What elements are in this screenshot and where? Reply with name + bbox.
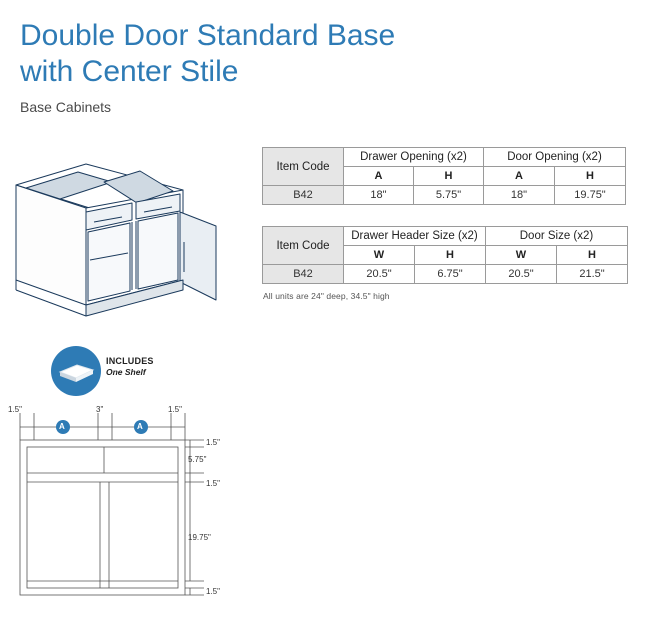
page-title-line-1: Double Door Standard Base: [20, 19, 396, 52]
table2-group2-header: Door Size (x2): [486, 227, 628, 246]
table-row: [263, 265, 628, 284]
table-header-row: [263, 227, 628, 246]
table2-subheader-2: W: [486, 246, 557, 265]
table2-subheader-3: H: [557, 246, 628, 265]
table1-group2-header: Door Opening (x2): [484, 148, 626, 167]
dim-right-2: 5.75": [188, 455, 207, 464]
table-row: [263, 186, 626, 205]
dim-top-left: 1.5": [8, 405, 22, 414]
table1-row0-value-0: 18": [344, 186, 414, 205]
includes-badge: [50, 345, 215, 397]
table2-subheader-0: W: [344, 246, 415, 265]
sizes-table: [262, 226, 628, 284]
dim-right-5: 1.5": [206, 587, 220, 596]
dim-right-4: 19.75": [188, 533, 211, 542]
dim-right-1: 1.5": [206, 438, 220, 447]
table1-group1-header: Drawer Opening (x2): [344, 148, 484, 167]
table-header-row: [263, 148, 626, 167]
table2-subheader-1: H: [415, 246, 486, 265]
includes-sublabel: One Shelf: [106, 367, 146, 377]
table1-subheader-0: A: [344, 167, 414, 186]
dim-marker-a-right: A: [137, 422, 143, 431]
dim-marker-a-left: A: [59, 422, 65, 431]
table2-group1-header: Drawer Header Size (x2): [344, 227, 486, 246]
table1-row0-code: B42: [263, 186, 344, 205]
cabinet-illustration: [8, 150, 248, 330]
table1-item-code-header: Item Code: [263, 148, 344, 186]
table-note: All units are 24" deep, 34.5" high: [263, 291, 390, 301]
table2-item-code-header: Item Code: [263, 227, 344, 265]
includes-badge-text: [106, 356, 154, 378]
openings-table: [262, 147, 626, 205]
includes-label: INCLUDES: [106, 356, 154, 366]
dim-right-3: 1.5": [206, 479, 220, 488]
dimension-drawing: [8, 405, 248, 610]
page-subtitle: Base Cabinets: [20, 99, 112, 115]
table1-row0-value-2: 18": [484, 186, 555, 205]
table2-row0-value-1: 6.75": [415, 265, 486, 284]
table1-row0-value-3: 19.75": [555, 186, 626, 205]
page-title-line-2: with Center Stile: [20, 55, 239, 88]
table1-subheader-3: H: [555, 167, 626, 186]
table2-row0-value-2: 20.5": [486, 265, 557, 284]
table1-subheader-2: A: [484, 167, 555, 186]
page-title: [20, 18, 560, 115]
table2-row0-value-0: 20.5": [344, 265, 415, 284]
dim-top-center: 3": [96, 405, 104, 414]
table2-row0-code: B42: [263, 265, 344, 284]
cabinet-svg: [8, 150, 248, 330]
table1-row0-value-1: 5.75": [414, 186, 484, 205]
dimension-svg: [8, 405, 248, 610]
shelf-icon: [50, 345, 102, 397]
table1-subheader-1: H: [414, 167, 484, 186]
table2-row0-value-3: 21.5": [557, 265, 628, 284]
dim-top-right: 1.5": [168, 405, 182, 414]
